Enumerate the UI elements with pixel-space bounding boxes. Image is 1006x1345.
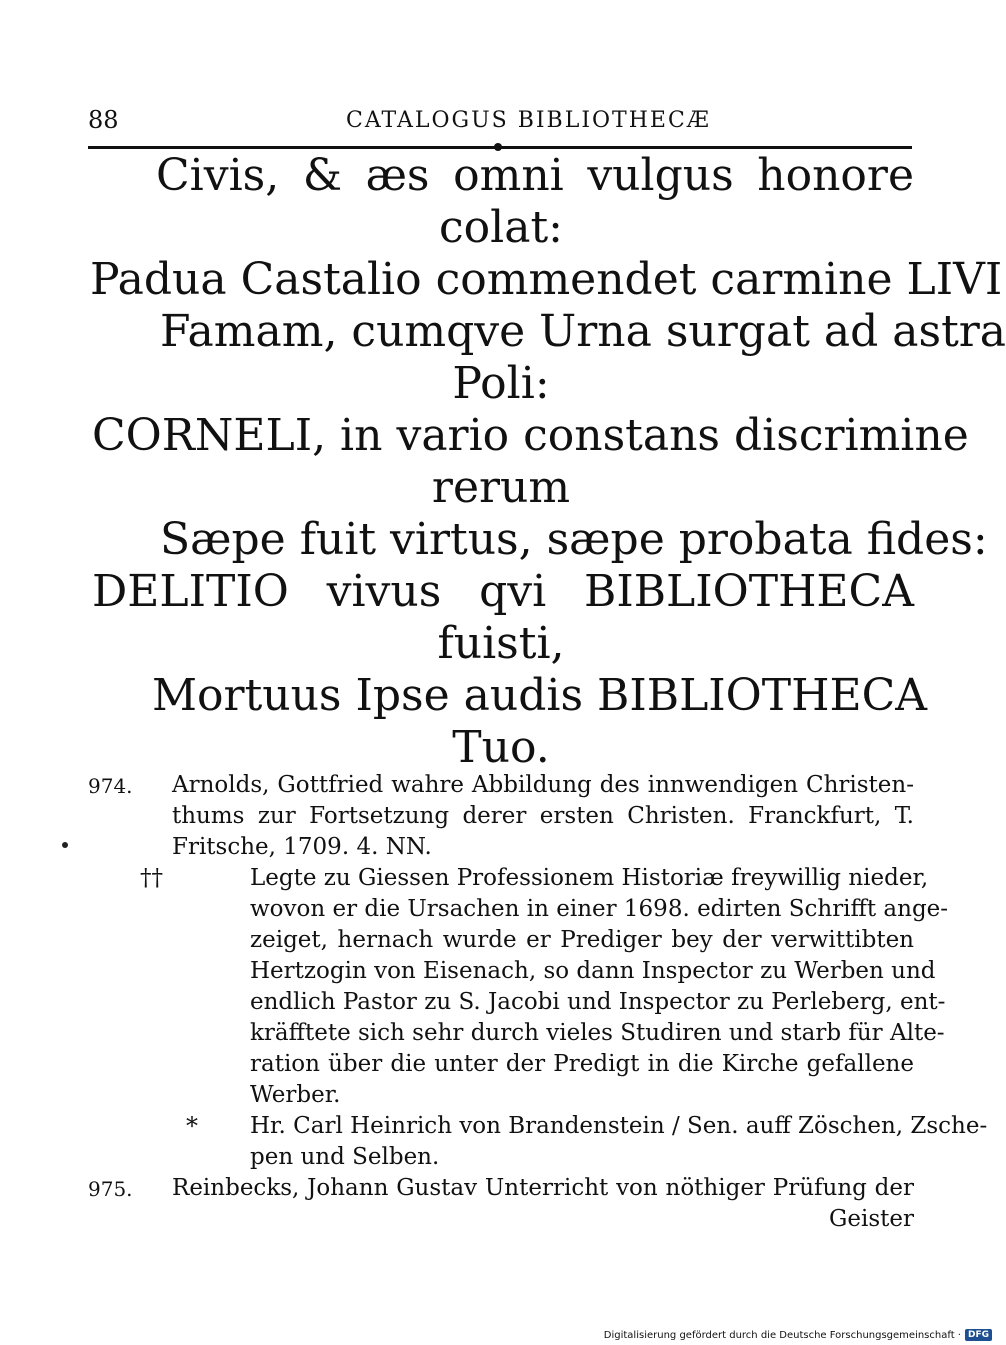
poem-line: colat:: [439, 202, 563, 253]
poem-line: rerum: [431, 462, 571, 513]
note-line: ration über die unter der Predigt in die Kirche gefallene: [250, 1051, 914, 1077]
entry-number: 974.: [88, 774, 133, 798]
poem-line: fuisti,: [437, 618, 565, 669]
note-line: wovon er die Ursachen in einer 1698. edirten Schrifft ange-: [250, 896, 949, 922]
entry-title: [172, 1173, 914, 1235]
entry-line: Geister: [829, 1206, 914, 1232]
margin-dot: [62, 842, 68, 848]
double-dagger-mark: ††: [140, 865, 163, 891]
entry-title: [172, 770, 914, 863]
poem: [88, 150, 1006, 774]
entry-line: Reinbecks, Johann Gustav Unterricht von nöthiger Prüfung der: [172, 1175, 914, 1201]
poem-line: Mortuus Ipse audis BIBLIOTHECA: [152, 670, 928, 721]
catalogue-entry: [88, 770, 988, 1173]
note-line: Hertzogin von Eisenach, so dann Inspector zu Werben und: [250, 958, 936, 984]
running-head: CATALOGUS BIBLIOTHECÆ: [346, 108, 711, 133]
note-line: endlich Pastor zu S. Jacobi und Inspector zu Perleberg, ent-: [250, 989, 946, 1015]
note-line: kräfftete sich sehr durch vieles Studiren und starb für Alte-: [250, 1020, 945, 1046]
note-line: Legte zu Giessen Professionem Historiæ freywillig nieder,: [250, 865, 929, 891]
note-line: Werber.: [250, 1082, 341, 1108]
provenance-note: [186, 1111, 988, 1173]
entry-line: thums zur Fortsetzung derer ersten Christen. Franckfurt, T.: [172, 803, 914, 829]
page-number: 88: [88, 106, 119, 134]
dfg-logo: DFG: [965, 1329, 992, 1341]
provenance-line: pen und Selben.: [250, 1144, 440, 1170]
note-line: zeiget, hernach wurde er Prediger bey der verwittibten: [250, 927, 914, 953]
poem-line: CORNELI, in vario constans discrimine: [92, 410, 969, 461]
catalogue-entry: [88, 1173, 914, 1235]
poem-line: Famam, cumqve Urna surgat ad astra: [160, 306, 1006, 357]
entry-line: Arnolds, Gottfried wahre Abbildung des innwendigen Christen-: [172, 772, 914, 798]
entry-line: Fritsche, 1709. 4. NN.: [172, 834, 432, 860]
catalogue-entries: [88, 770, 988, 1235]
poem-line: DELITIO vivus qvi BIBLIOTHECA: [92, 566, 914, 617]
poem-line: Civis, & æs omni vulgus honore: [156, 150, 914, 201]
provenance-line: Hr. Carl Heinrich von Brandenstein / Sen. auff Zöschen, Zsche-: [250, 1113, 988, 1139]
entry-number: 975.: [88, 1177, 133, 1201]
poem-line: Poli:: [452, 358, 550, 409]
poem-line: Sæpe fuit virtus, sæpe probata fides:: [160, 514, 988, 565]
asterisk-mark: *: [186, 1112, 198, 1140]
poem-line: Tuo.: [452, 722, 550, 773]
poem-line: Padua Castalio commendet carmine LIVI: [90, 254, 1003, 305]
footer: [604, 1329, 992, 1341]
page-header: [88, 104, 912, 144]
entry-note: [140, 863, 949, 1111]
footer-credit: Digitalisierung gefördert durch die Deutsche Forschungsgemeinschaft ·: [603, 1329, 961, 1341]
